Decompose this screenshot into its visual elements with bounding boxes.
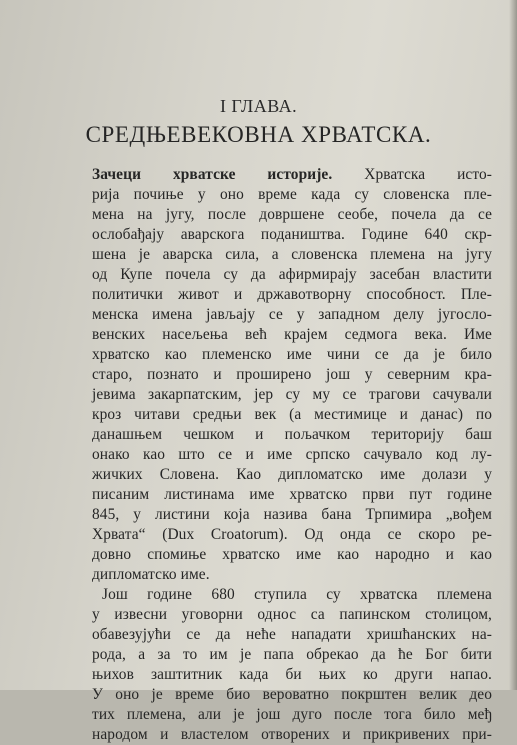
text-line: обавезујући се да неће нападати хришћанских на- xyxy=(92,626,492,643)
text-line: У оно је време био вероватно покрштен велик део xyxy=(92,686,492,703)
section-heading: Зачеци хрватске историје. xyxy=(92,166,333,183)
text-line: писаним листинама име хрватско први пут године xyxy=(92,486,492,503)
text-line: рода, а за то им је папа обрекао да ће Бог бити xyxy=(92,646,492,663)
text-line: народом и властелом отворених и прикривених при- xyxy=(92,726,492,743)
text-line: онако као што се и име српско сачувало код лу- xyxy=(92,446,492,463)
text-line: њихов заштитник када би њих ко други напао. xyxy=(92,666,492,683)
text-line: Хрвата“ (Dux Croatorum). Од онда се скоро ре- xyxy=(92,526,492,543)
paragraph-1-first-line-rest: Хрватска исто- xyxy=(364,166,493,183)
body-text xyxy=(92,165,492,745)
text-line: ослобађају аварскога подаништва. Године 640 скр- xyxy=(92,226,492,243)
text-line: у извесни уговорни однос са папинском столицом, xyxy=(92,606,492,623)
paragraph-2-first-line: Још године 680 ступила су хрватска племена xyxy=(102,586,492,603)
text-line: од Купе почела су да афирмирају засебан властити xyxy=(92,266,492,283)
text-line: хрватско као племенско име чини се да је било xyxy=(92,346,492,363)
text-line: тих племена, али је још дуго после тога било међ xyxy=(92,706,492,723)
text-line: политички живот и државотворну способност. Пле- xyxy=(92,286,492,303)
text-line: шена је аварска сила, а словенска племена на југу xyxy=(92,246,492,263)
paragraph-1-first-line xyxy=(92,165,492,185)
text-line: дипломатско име. xyxy=(92,566,210,583)
text-line: менска имена јављају се у западном делу југосло- xyxy=(92,306,492,323)
text-line: довно спомиње хрватско име као народно и као xyxy=(92,546,492,563)
chapter-title: СРЕДЊЕВЕКОВНА ХРВАТСКА. xyxy=(85,122,432,147)
text-line: кроз читави средњи век (а местимице и данас) по xyxy=(92,406,492,423)
text-line: жичких Словена. Као дипломатско име долази у xyxy=(92,466,492,483)
text-line: 845, у листини која назива бана Трпимира „вођем xyxy=(92,506,492,523)
text-line: рија почиње у оно време када су словенска пле- xyxy=(92,186,492,203)
text-line: венских насељења већ крајем седмога века. Име xyxy=(92,326,492,343)
text-line: мена на југу, после довршене сеобе, почела да се xyxy=(92,206,492,223)
chapter-number: I ГЛАВА. xyxy=(219,96,298,116)
text-line: јевима закарпатским, јер су му се трагови сачували xyxy=(92,386,492,403)
text-line: старо, познато и проширено још у северним кра- xyxy=(92,366,492,383)
text-line: данашњем чешком и пољачком територију баш xyxy=(92,426,492,443)
